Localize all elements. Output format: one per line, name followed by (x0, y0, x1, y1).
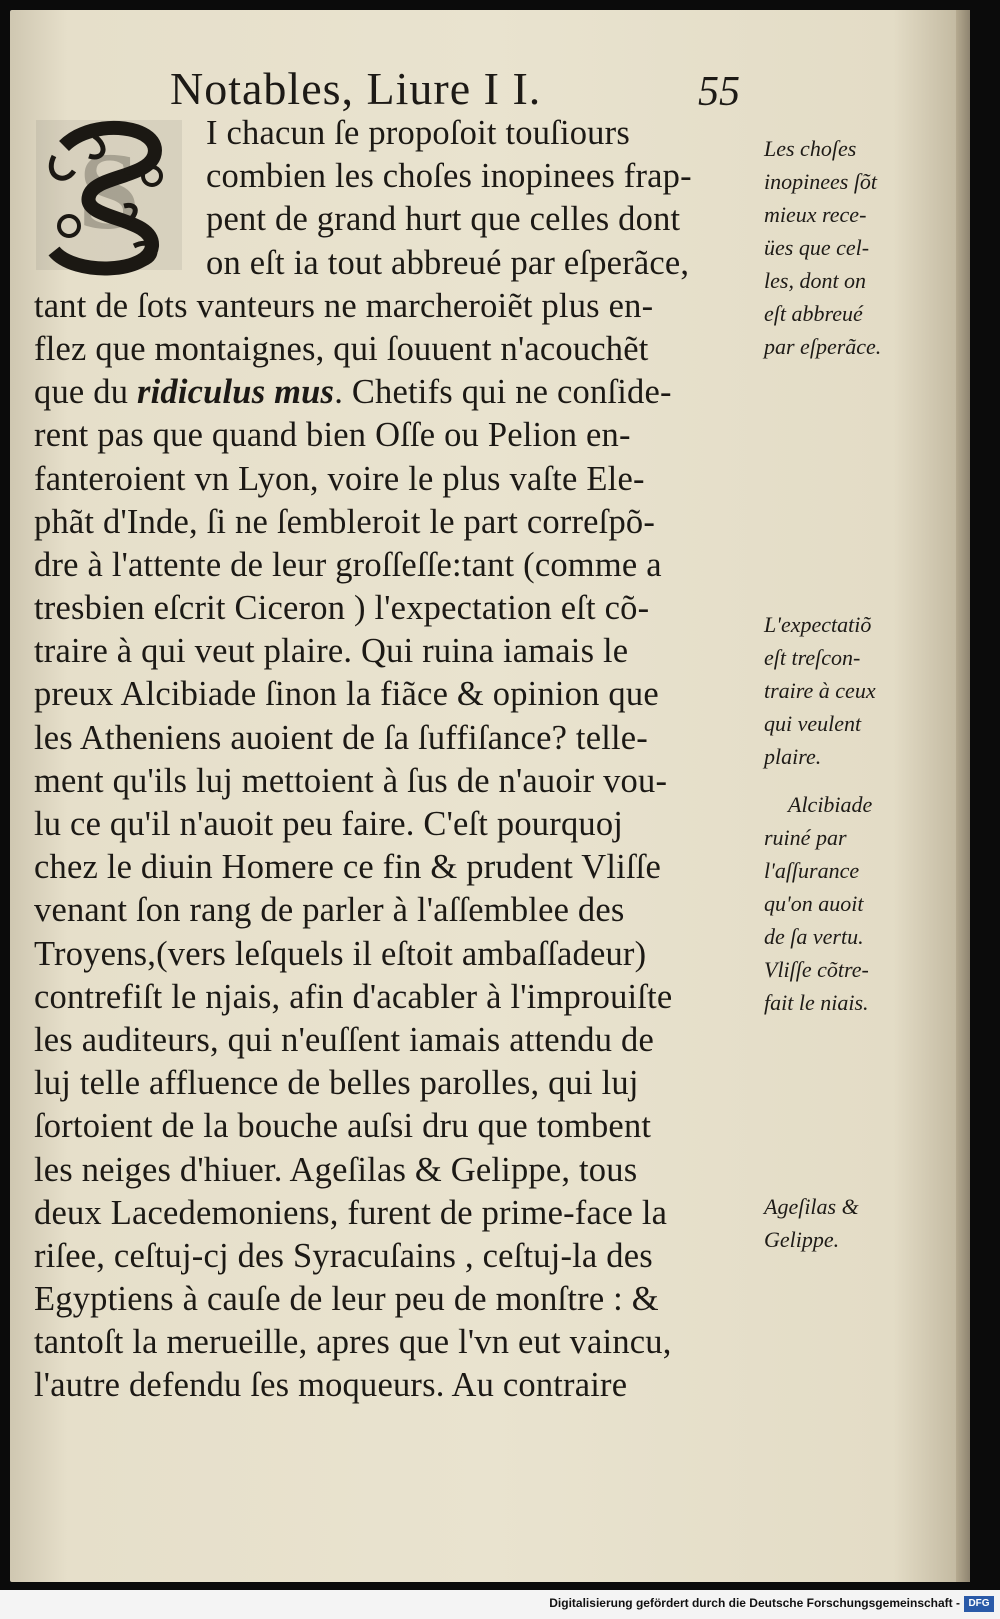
margin-note-line: qu'on auoit (764, 891, 864, 916)
running-title: Notables, Liure I I. (170, 63, 542, 114)
margin-note-line: traire à ceux (764, 678, 876, 703)
funding-notice: Digitalisierung gefördert durch die Deutsche Forschungsgemeinschaft - (549, 1596, 960, 1610)
margin-note-line: par eſperãce. (764, 334, 882, 359)
margin-note-line: Ageſilas & (764, 1194, 859, 1219)
body-text (34, 112, 756, 1408)
margin-note-unexpected-things (764, 132, 944, 363)
body-line: fanteroient vn Lyon, voire le plus vaſte Ele- (34, 459, 645, 498)
margin-note-line: Vliſſe cõtre- (764, 957, 869, 982)
body-line: l'autre defendu ſes moqueurs. Au contraire (34, 1366, 628, 1405)
margin-note-line: fait le niais. (764, 990, 869, 1015)
margin-note-line: mieux rece- (764, 202, 867, 227)
page-number: 55 (698, 69, 740, 115)
drop-cap-letter: S (78, 130, 140, 252)
latin-phrase: ridiculus mus (136, 373, 335, 412)
body-line: les Atheniens auoient de ſa ſuffiſance? telle- (34, 718, 648, 757)
margin-note-line: ruiné par (764, 825, 847, 850)
body-line: chez le diuin Homere ce fin & prudent Vliſſe (34, 848, 662, 887)
margin-note-line: les, dont on (764, 268, 867, 293)
margin-note-line: ües que cel- (764, 235, 870, 260)
body-line: pent de grand hurt que celles dont (206, 200, 681, 239)
body-line: on eſt ia tout abbreué par eſperãce, (206, 243, 690, 282)
dfg-logo-icon: DFG (964, 1596, 994, 1612)
margin-note-alcibiades (764, 788, 944, 1019)
body-line: traire à qui veut plaire. Qui ruina iamais le (34, 632, 629, 671)
body-line: flez que montaignes, qui ſouuent n'acouchẽt (34, 329, 649, 368)
margin-note-line: de ſa vertu. (764, 924, 864, 949)
body-line: tantoſt la merueille, apres que l'vn eut vaincu, (34, 1323, 672, 1362)
body-line: rent pas que quand bien Oſſe ou Pelion en- (34, 416, 631, 455)
margin-note-line: eſt treſcon- (764, 645, 861, 670)
body-line: contrefiſt le njais, afin d'acabler à l'improuiſte (34, 977, 673, 1016)
body-line: luj telle affluence de belles parolles, qui luj (34, 1064, 639, 1103)
margin-note-line: eſt abbreué (764, 301, 863, 326)
body-line: venant ſon rang de parler à l'aſſemblee des (34, 891, 625, 930)
body-line: Troyens,(vers leſquels il eſtoit ambaſſadeur) (34, 934, 647, 973)
margin-note-agesilas (764, 1190, 944, 1256)
body-line: I chacun ſe propoſoit touſiours (206, 114, 630, 152)
body-line: les neiges d'hiuer. Ageſilas & Gelippe, tous (34, 1150, 638, 1189)
body-line: Egyptiens à cauſe de leur peu de monſtre : & (34, 1280, 659, 1319)
body-line: tant de ſots vanteurs ne marcheroiẽt plus en- (34, 286, 654, 325)
body-line: les auditeurs, qui n'euſſent iamais attendu de (34, 1020, 654, 1059)
margin-note-line: Les choſes (764, 136, 857, 161)
margin-note-expectation (764, 608, 944, 773)
body-line-start: que du (34, 373, 137, 412)
body-line: dre à l'attente de leur groſſeſſe:tant (comme a (34, 545, 662, 584)
margin-note-line: Alcibiade (788, 792, 873, 817)
digitization-footer (0, 1590, 1000, 1619)
body-line: ſortoient de la bouche auſsi dru que tombent (34, 1107, 652, 1146)
margin-note-line: Gelippe. (764, 1227, 840, 1252)
body-line: ment qu'ils luj mettoient à ſus de n'auoir vou- (34, 761, 668, 800)
body-line: riſee, ceſtuj-cj des Syracuſains , ceſtuj-la des (34, 1236, 653, 1275)
body-line: lu ce qu'il n'auoit peu faire. C'eſt pourquoj (34, 805, 624, 843)
body-line-rest: . Chetifs qui ne conſide- (334, 373, 672, 412)
body-line: deux Lacedemoniens, furent de prime-face la (34, 1193, 668, 1232)
body-line: preux Alcibiade ſinon la fiãce & opinion que (34, 675, 659, 714)
body-line: tresbien eſcrit Ciceron ) l'expectation eſt cõ- (34, 589, 650, 628)
body-line: combien les choſes inopinees frap- (206, 157, 692, 196)
margin-note-line: qui veulent (764, 711, 862, 736)
margin-note-line: inopinees ſõt (764, 169, 878, 194)
margin-note-line: L'expectatiõ (764, 612, 872, 637)
page-edge (956, 10, 970, 1582)
body-line: phãt d'Inde, ſi ne ſembleroit le part correſpõ- (34, 502, 656, 541)
margin-note-line: l'aſſurance (764, 858, 860, 883)
margin-note-line: plaire. (764, 744, 822, 769)
body-line (34, 371, 756, 414)
